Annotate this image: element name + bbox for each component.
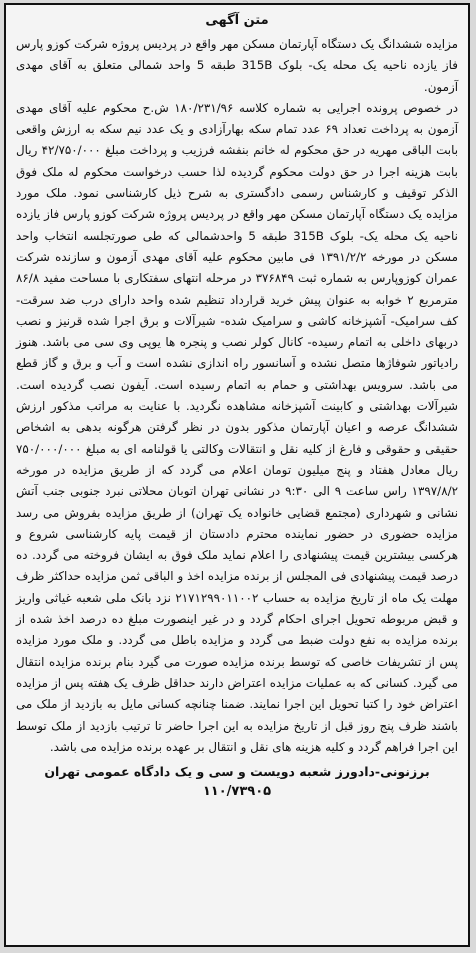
notice-body-paragraph: در خصوص پرونده اجرایی به شماره کلاسه ۱۸۰/۲۳۱/۹۶ ش.ح محکوم علیه آقای مهدی آزمون به پرداخت تعداد ۶۹ عدد تمام سکه بهارآزادی و یک عدد نیم سکه به ارزش واقعی بابت الباقی مهریه در حق محکوم له خانم بنفشه فرزیب و پرداخت مبلغ ۴۲/۷۵۰/۰۰۰ ریال بابت هزینه اجرا در حق دولت محکوم گردیده لذا حسب درخواست محکوم له ملک فوق الذکر توقیف و کارشناس رسمی دادگستری به شرح ذیل کارشناسی نمود. ملک مورد مزایده یک دستگاه آپارتمان مسکن مهر واقع در پردیس پروژه شرکت کوزو پارس فاز یازده ناحیه یک محله یک- بلوک 315B طبقه 5 واحدشمالی که طی صورتجلسه انتخاب واحد مسکن در مورخه ۱۳۹۱/۲/۲ فی مابین محکوم علیه آقای مهدی آزمون و سازنده شرکت عمران کوزوپارس به شماره ثبت ۳۷۶۸۴۹ در مرحله انتهای سفتکاری با مساحت مفید ۸۶/۸ مترمربع ۲ خوابه به عنوان پیش خرید قرارداد تنظیم شده واحد دارای درب ضد سرقت- کف سرامیک- آشپزخانه کاشی و سرامیک شده- شیرآلات و برق اجرا شده قرنیز و نصب دربهای داخلی به اتمام رسیده- کانال کولر نصب و پنجره ها یوپی وی سی می باشد. هنوز رادیاتور شوفاژها متصل نشده و آسانسور راه اندازی نشده است و آب و برق و گاز قطع می باشد. سرویس بهداشتی و حمام به اتمام رسیده است. آیفون نصب گردیده است. شیرآلات بهداشتی و کابینت آشپزخانه مشاهده نگردید. با عنایت به مراتب مذکور ارزش ششدانگ عرصه و اعیان آپارتمان مذکور بدون در نظر گرفتن هرگونه بدهی به اشخاص حقیقی و حقوقی و فارغ از کلیه نقل و انتقالات وکالتی یا قولنامه ای به مبلغ ۷۵۰/۰۰۰/۰۰۰ ریال معادل هفتاد و پنج میلیون تومان اعلام می گردد که از طریق مزایده در مورخه ۱۳۹۷/۸/۲ راس ساعت ۹ الی ۹:۳۰ در نشانی تهران اتوبان محلاتی نبرد جنوبی جنب آتش نشانی و شهرداری (مجتمع قضایی خانواده یک تهران) از طریق مزایده بفروش می رسد مزایده حضوری در حضور نماینده محترم دادستان از قیمت پایه کارشناسی شروع و هرکسی بیشترین قیمت پیشنهادی را اعلام نماید ملک فوق به ایشان فروخته می گردد. ده درصد قیمت پیشنهادی فی المجلس از برنده مزایده اخذ و الباقی ثمن مزایده حداکثر ظرف مهلت یک ماه از تاریخ مزایده به حساب ۲۱۷۱۲۹۹۰۱۱۰۰۲ نزد بانک ملی شعبه غیاثی واریز و قبض مربوطه تحویل اجرای احکام گردد و در غیر اینصورت مبلغ ده درصد اخذ شده از برنده مزایده به نفع دولت ضبط می گردد و مزایده باطل می گردد. و ملک مورد مزایده پس از تشریفات خاصی که توسط برنده مزایده صورت می گیرد بنام برنده مزایده انتقال می گیرد. کسانی که به عملیات مزایده اعتراض دارند حداقل ظرف یک هفته پس از مزایده اعتراض خود را کتبا تحویل این اجرا نمایند. ضمنا چنانچه کسانی مایل به بازدید از ملک می باشند ظرف پنج روز قبل از تاریخ مزایده به این اجرا حاضر تا ترتیب بازدید از ملک توسط این اجرا فراهم گردد و کلیه هزینه های نقل و انتقال بر عهده برنده مزایده می باشد.: [16, 100, 459, 754]
notice-signature: برزنونی-دادورز شعبه دویست و سی و یک دادگاه عمومی تهران: [44, 764, 430, 780]
legal-notice: [4, 3, 470, 947]
notice-subject-paragraph: مزایده ششدانگ یک دستگاه آپارتمان مسکن مهر واقع در پردیس پروژه شرکت کوزو پارس فاز یازده ناحیه یک محله یک- بلوک 315B طبقه 5 واحد شمالی متعلق به آقای مهدی آزمون.: [16, 37, 458, 94]
notice-reference-number: ۱۱۰/۷۳۹۰۵: [202, 784, 272, 800]
notice-title: متن آگهی: [205, 13, 269, 28]
